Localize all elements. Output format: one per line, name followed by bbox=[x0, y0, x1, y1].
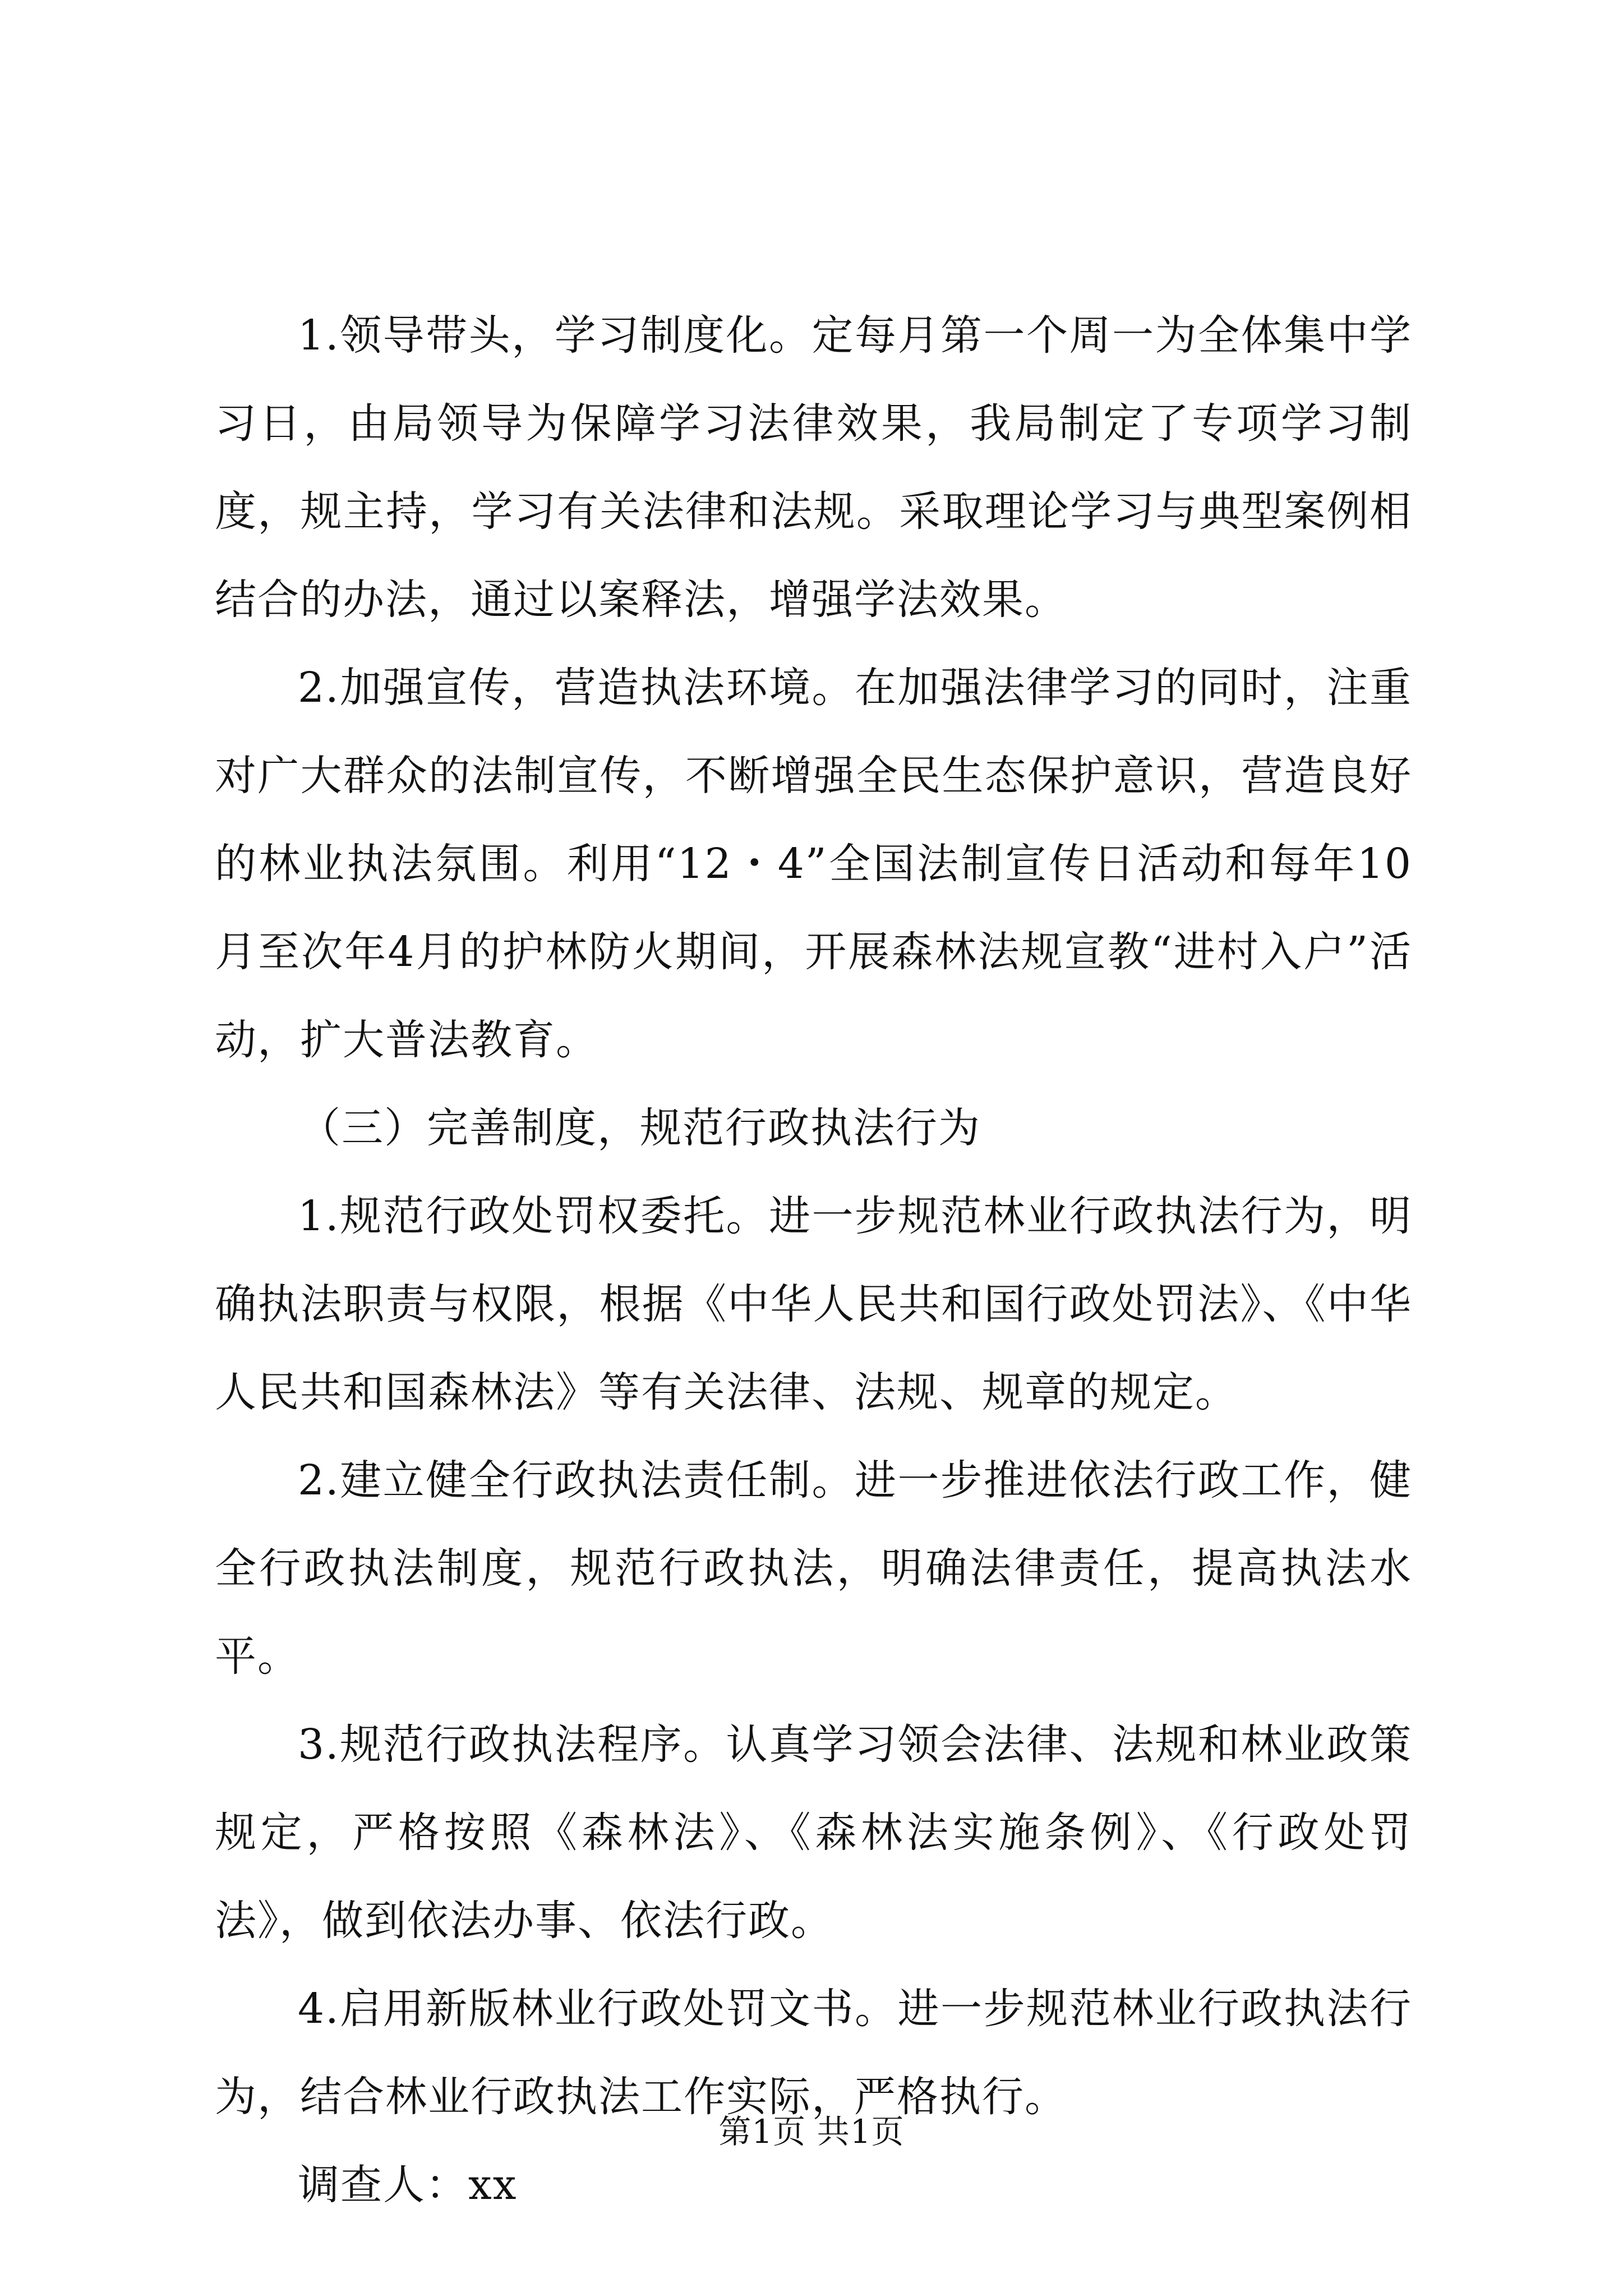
investigator-line: 调查人：xx bbox=[298, 2161, 518, 2209]
paragraph-leadership-study: 1.领导带头，学习制度化。定每月第一个周一为全体集中学习日，由局领导为保障学习法律效果，我局制定了专项学习制度，规主持，学习有关法律和法规。采取理论学习与典型案例相结合的办法，通过以案释法，增强学法效果。 bbox=[215, 311, 1412, 624]
paragraph-responsibility-system: 2.建立健全行政执法责任制。进一步推进依法行政工作，健全行政执法制度，规范行政执法，明确法律责任，提高执法水平。 bbox=[215, 1456, 1412, 1681]
paragraph-publicity: 2.加强宣传，营造执法环境。在加强法律学习的同时，注重对广大群众的法制宣传，不断增强全民生态保护意识，营造良好的林业执法氛围。利用“12・4”全国法制宣传日活动和每年10月至次年4月的护林防火期间，开展森林法规宣教“进村入户”活动，扩大普法教育。 bbox=[215, 664, 1412, 1064]
document-body bbox=[215, 292, 1412, 2229]
paragraph-penalty-delegation: 1.规范行政处罚权委托。进一步规范林业行政执法行为，明确执法职责与权限，根据《中华人民共和国行政处罚法》、《中华人民共和国森林法》等有关法律、法规、规章的规定。 bbox=[215, 1192, 1412, 1416]
section-heading-improve-system: （三）完善制度，规范行政执法行为 bbox=[299, 1104, 981, 1152]
paragraph-new-documents: 4.启用新版林业行政处罚文书。进一步规范林业行政执法行为，结合林业行政执法工作实际，严格执行。 bbox=[215, 1985, 1412, 2121]
paragraph-enforcement-procedure: 3.规范行政执法程序。认真学习领会法律、法规和林业政策规定，严格按照《森林法》、《森林法实施条例》、《行政处罚法》，做到依法办事、依法行政。 bbox=[215, 1720, 1412, 1945]
page-footer: 第1页 共1页 bbox=[718, 2113, 905, 2151]
